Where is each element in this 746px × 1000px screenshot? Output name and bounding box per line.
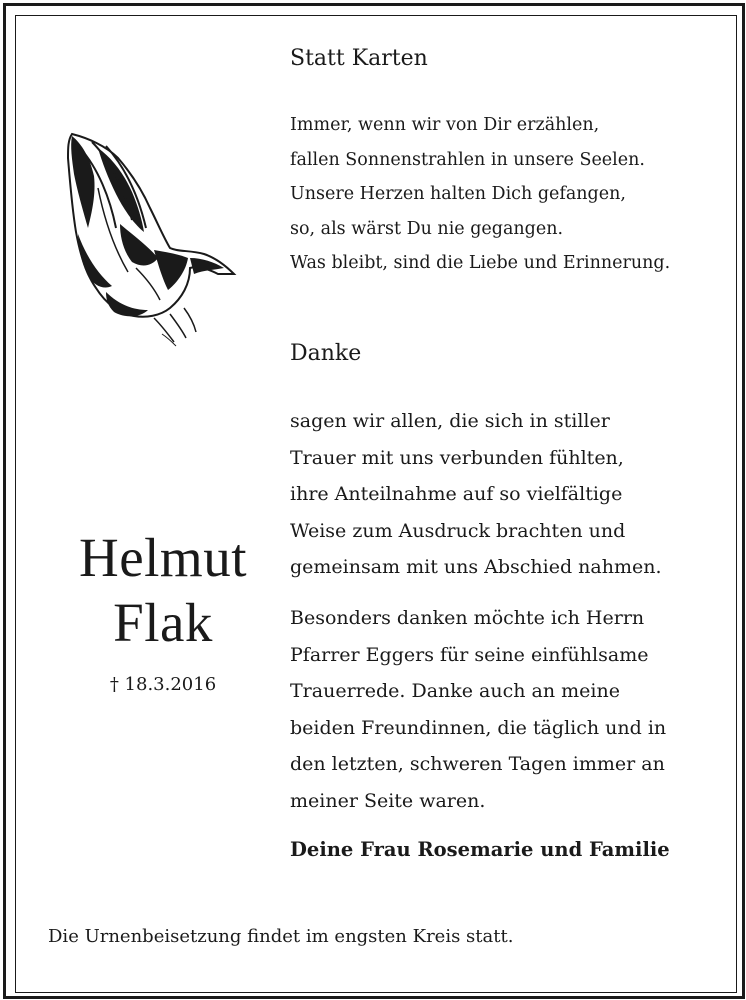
heading-danke: Danke <box>290 341 362 366</box>
text-line: sagen wir allen, die sich in stiller <box>290 410 610 432</box>
text-line: beiden Freundinnen, die täglich und in <box>290 716 667 739</box>
footer-note: Die Urnenbeisetzung findet im engsten Kreis statt. <box>48 926 514 947</box>
text-line: Pfarrer Eggers für seine einfühlsame <box>290 643 649 666</box>
praying-hands-icon <box>58 128 238 350</box>
text-line: Weise zum Ausdruck brachten und <box>290 519 626 542</box>
poem-line: Was bleibt, sind die Liebe und Erinnerung. <box>290 253 671 273</box>
poem-line: so, als wärst Du nie gegangen. <box>290 218 564 239</box>
deceased-first-name: Helmut <box>79 527 247 588</box>
poem-line: Unsere Herzen halten Dich gefangen, <box>290 184 626 204</box>
text-line: den letzten, schweren Tagen immer an <box>290 753 665 775</box>
poem-line: Immer, wenn wir von Dir erzählen, <box>290 115 600 135</box>
deceased-last-name: Flak <box>113 592 213 653</box>
text-line: meiner Seite waren. <box>290 789 486 812</box>
text-line: gemeinsam mit uns Abschied nahmen. <box>290 556 662 578</box>
text-line: Besonders danken möchte ich Herrn <box>290 607 645 629</box>
text-line: Trauerrede. Danke auch an meine <box>290 680 620 702</box>
poem-line: fallen Sonnenstrahlen in unsere Seelen. <box>290 149 645 170</box>
thanks-paragraph-1 <box>290 403 662 586</box>
thanks-paragraph-2 <box>290 600 666 819</box>
signature: Deine Frau Rosemarie und Familie <box>290 838 670 861</box>
death-date: † 18.3.2016 <box>109 674 217 695</box>
text-line: ihre Anteilnahme auf so vielfältige <box>290 483 623 505</box>
text-line: Trauer mit uns verbunden fühlten, <box>290 446 624 469</box>
poem <box>290 108 670 281</box>
heading-statt-karten: Statt Karten <box>290 46 428 71</box>
